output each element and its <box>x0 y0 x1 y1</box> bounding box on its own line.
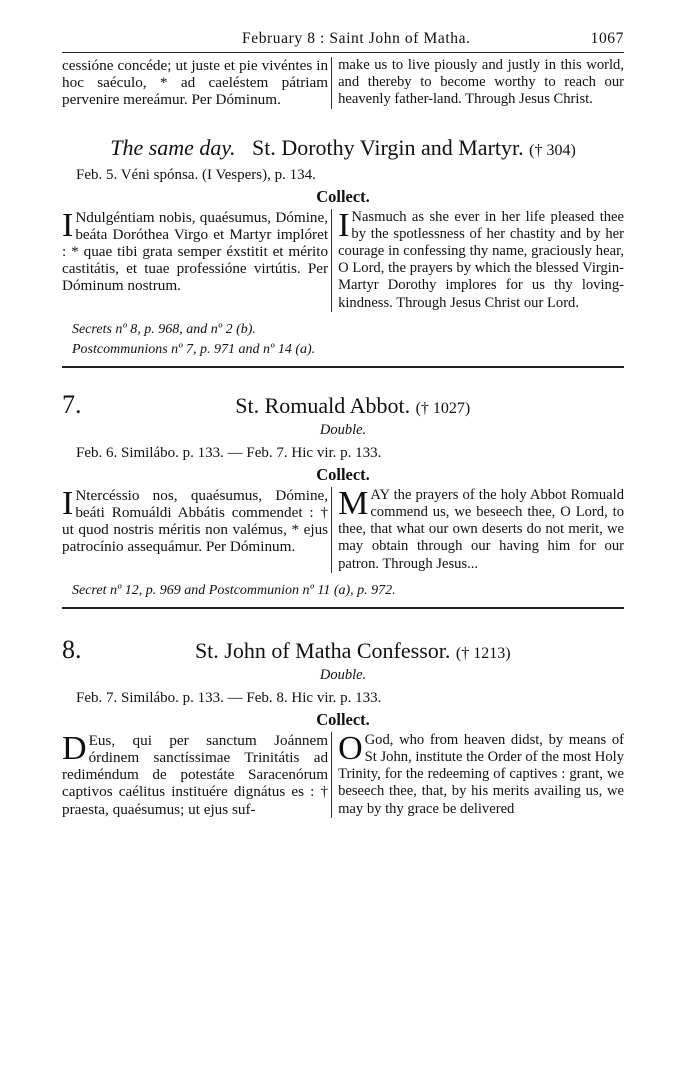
english-column <box>332 57 624 109</box>
latin-column <box>62 729 332 818</box>
section-divider <box>62 607 624 609</box>
feast-death-year: († 1027) <box>415 399 471 417</box>
feast-prefix: The same day. <box>110 134 236 160</box>
latin-text: Ndulgéntiam nobis, quaésumus, Dómine, beáta Doróthea Virgo et Martyr implóret : * quae tibi grata semper éxstitit et mérito castitátis, et tuae professióne virtútis. Per Dóminum nostrum. <box>62 208 329 295</box>
day-number: 8. <box>62 634 82 664</box>
collect-text <box>62 729 624 818</box>
feast-rubric: Feb. 5. Véni spónsa. (I Vespers), p. 134. <box>76 166 316 183</box>
feast-death-year: († 304) <box>529 141 576 159</box>
running-title: February 8 : Saint John of Matha. <box>242 30 471 47</box>
postcommunions-ref: Postcommunions nº 7, p. 971 and nº 14 (a). <box>72 341 316 357</box>
feast-heading-john <box>62 635 624 665</box>
english-text: Nasmuch as she ever in her life pleased thee by the spotlessness of her chastity and by her courage in confessing thy name, graciously hear, O Lord, the prayers by which the blessed Virgin-Martyr Dorothy implores for us thy loving-kindness. Through Jesus Christ our Lord. <box>338 208 624 311</box>
secret-ref: Secret nº 12, p. 969 and Postcommunion nº 11 (a), p. 972. <box>72 582 396 598</box>
feast-rubric: Feb. 7. Similábo. p. 133. — Feb. 8. Hic vir. p. 133. <box>76 689 382 706</box>
secrets-ref: Secrets nº 8, p. 968, and nº 2 (b). <box>72 321 256 337</box>
drop-cap: M <box>338 484 369 522</box>
drop-cap: I <box>338 206 350 244</box>
english-text: AY the prayers of the holy Abbot Romuald commend us, we beseech thee, O Lord, to thee, that what our own deserts do not merit, we may obtain through our having him for our patron. Through Jesus... <box>338 486 624 572</box>
references <box>72 320 624 360</box>
collect-label: Collect. <box>316 709 370 729</box>
feast-heading-dorothy <box>62 135 624 161</box>
feast-death-year: († 1213) <box>455 644 511 662</box>
feast-rubric: Feb. 6. Similábo. p. 133. — Feb. 7. Hic vir. p. 133. <box>76 444 382 461</box>
english-text: God, who from heaven didst, by means of St John, institute the Order of the most Holy Trinity, for the redeeming of captives : grant, we beseech thee, that, by his merits availing us, we may by thy grace be delivered <box>338 731 624 817</box>
drop-cap: O <box>338 729 363 767</box>
latin-text: cessióne concéde; ut juste et pie vivéntes in hoc saéculo, * ad caeléstem pátriam pervenire mereámur. Per Dóminum. <box>62 57 329 109</box>
collect-text <box>62 484 624 573</box>
english-column <box>332 206 624 312</box>
book-page <box>62 30 624 818</box>
references <box>72 581 624 601</box>
latin-column <box>62 206 332 312</box>
section-divider <box>62 366 624 368</box>
continued-prayer <box>62 57 624 109</box>
running-head <box>62 30 624 53</box>
collect-label: Collect. <box>316 186 370 206</box>
collect-label: Collect. <box>316 464 370 484</box>
feast-rank: Double. <box>319 421 367 438</box>
latin-column <box>62 57 332 109</box>
english-column <box>332 729 624 818</box>
feast-rank: Double. <box>319 666 367 683</box>
drop-cap: D <box>62 729 87 767</box>
page-number: 1067 <box>590 30 624 47</box>
feast-title: St. Dorothy Virgin and Martyr. <box>251 134 524 160</box>
day-number: 7. <box>62 389 82 419</box>
drop-cap: I <box>62 206 74 244</box>
feast-title: St. Romuald Abbot. <box>235 392 411 418</box>
latin-text: Ntercéssio nos, quaésumus, Dómine, beáti Romuáldi Abbátis commendet : † ut quod nostris méritis non valémus, * ejus patrocínio assequámur. Per Dóminum. <box>62 486 329 556</box>
latin-text: Eus, qui per sanctum Joánnem órdinem sanctíssimae Trinitátis ad rediméndum de potestáte Saracenórum captivos caélitus instituére dignátus es : † praesta, quaésumus; ut ejus suf- <box>62 731 329 818</box>
feast-title: St. John of Matha Confessor. <box>194 637 451 663</box>
drop-cap: I <box>62 484 74 522</box>
feast-heading-romuald <box>62 390 624 420</box>
english-text: make us to live piously and justly in this world, and thereby to become worthy to reach our heavenly father-land. Through Jesus Christ. <box>338 57 624 108</box>
english-column <box>332 484 624 573</box>
collect-text <box>62 206 624 312</box>
latin-column <box>62 484 332 573</box>
